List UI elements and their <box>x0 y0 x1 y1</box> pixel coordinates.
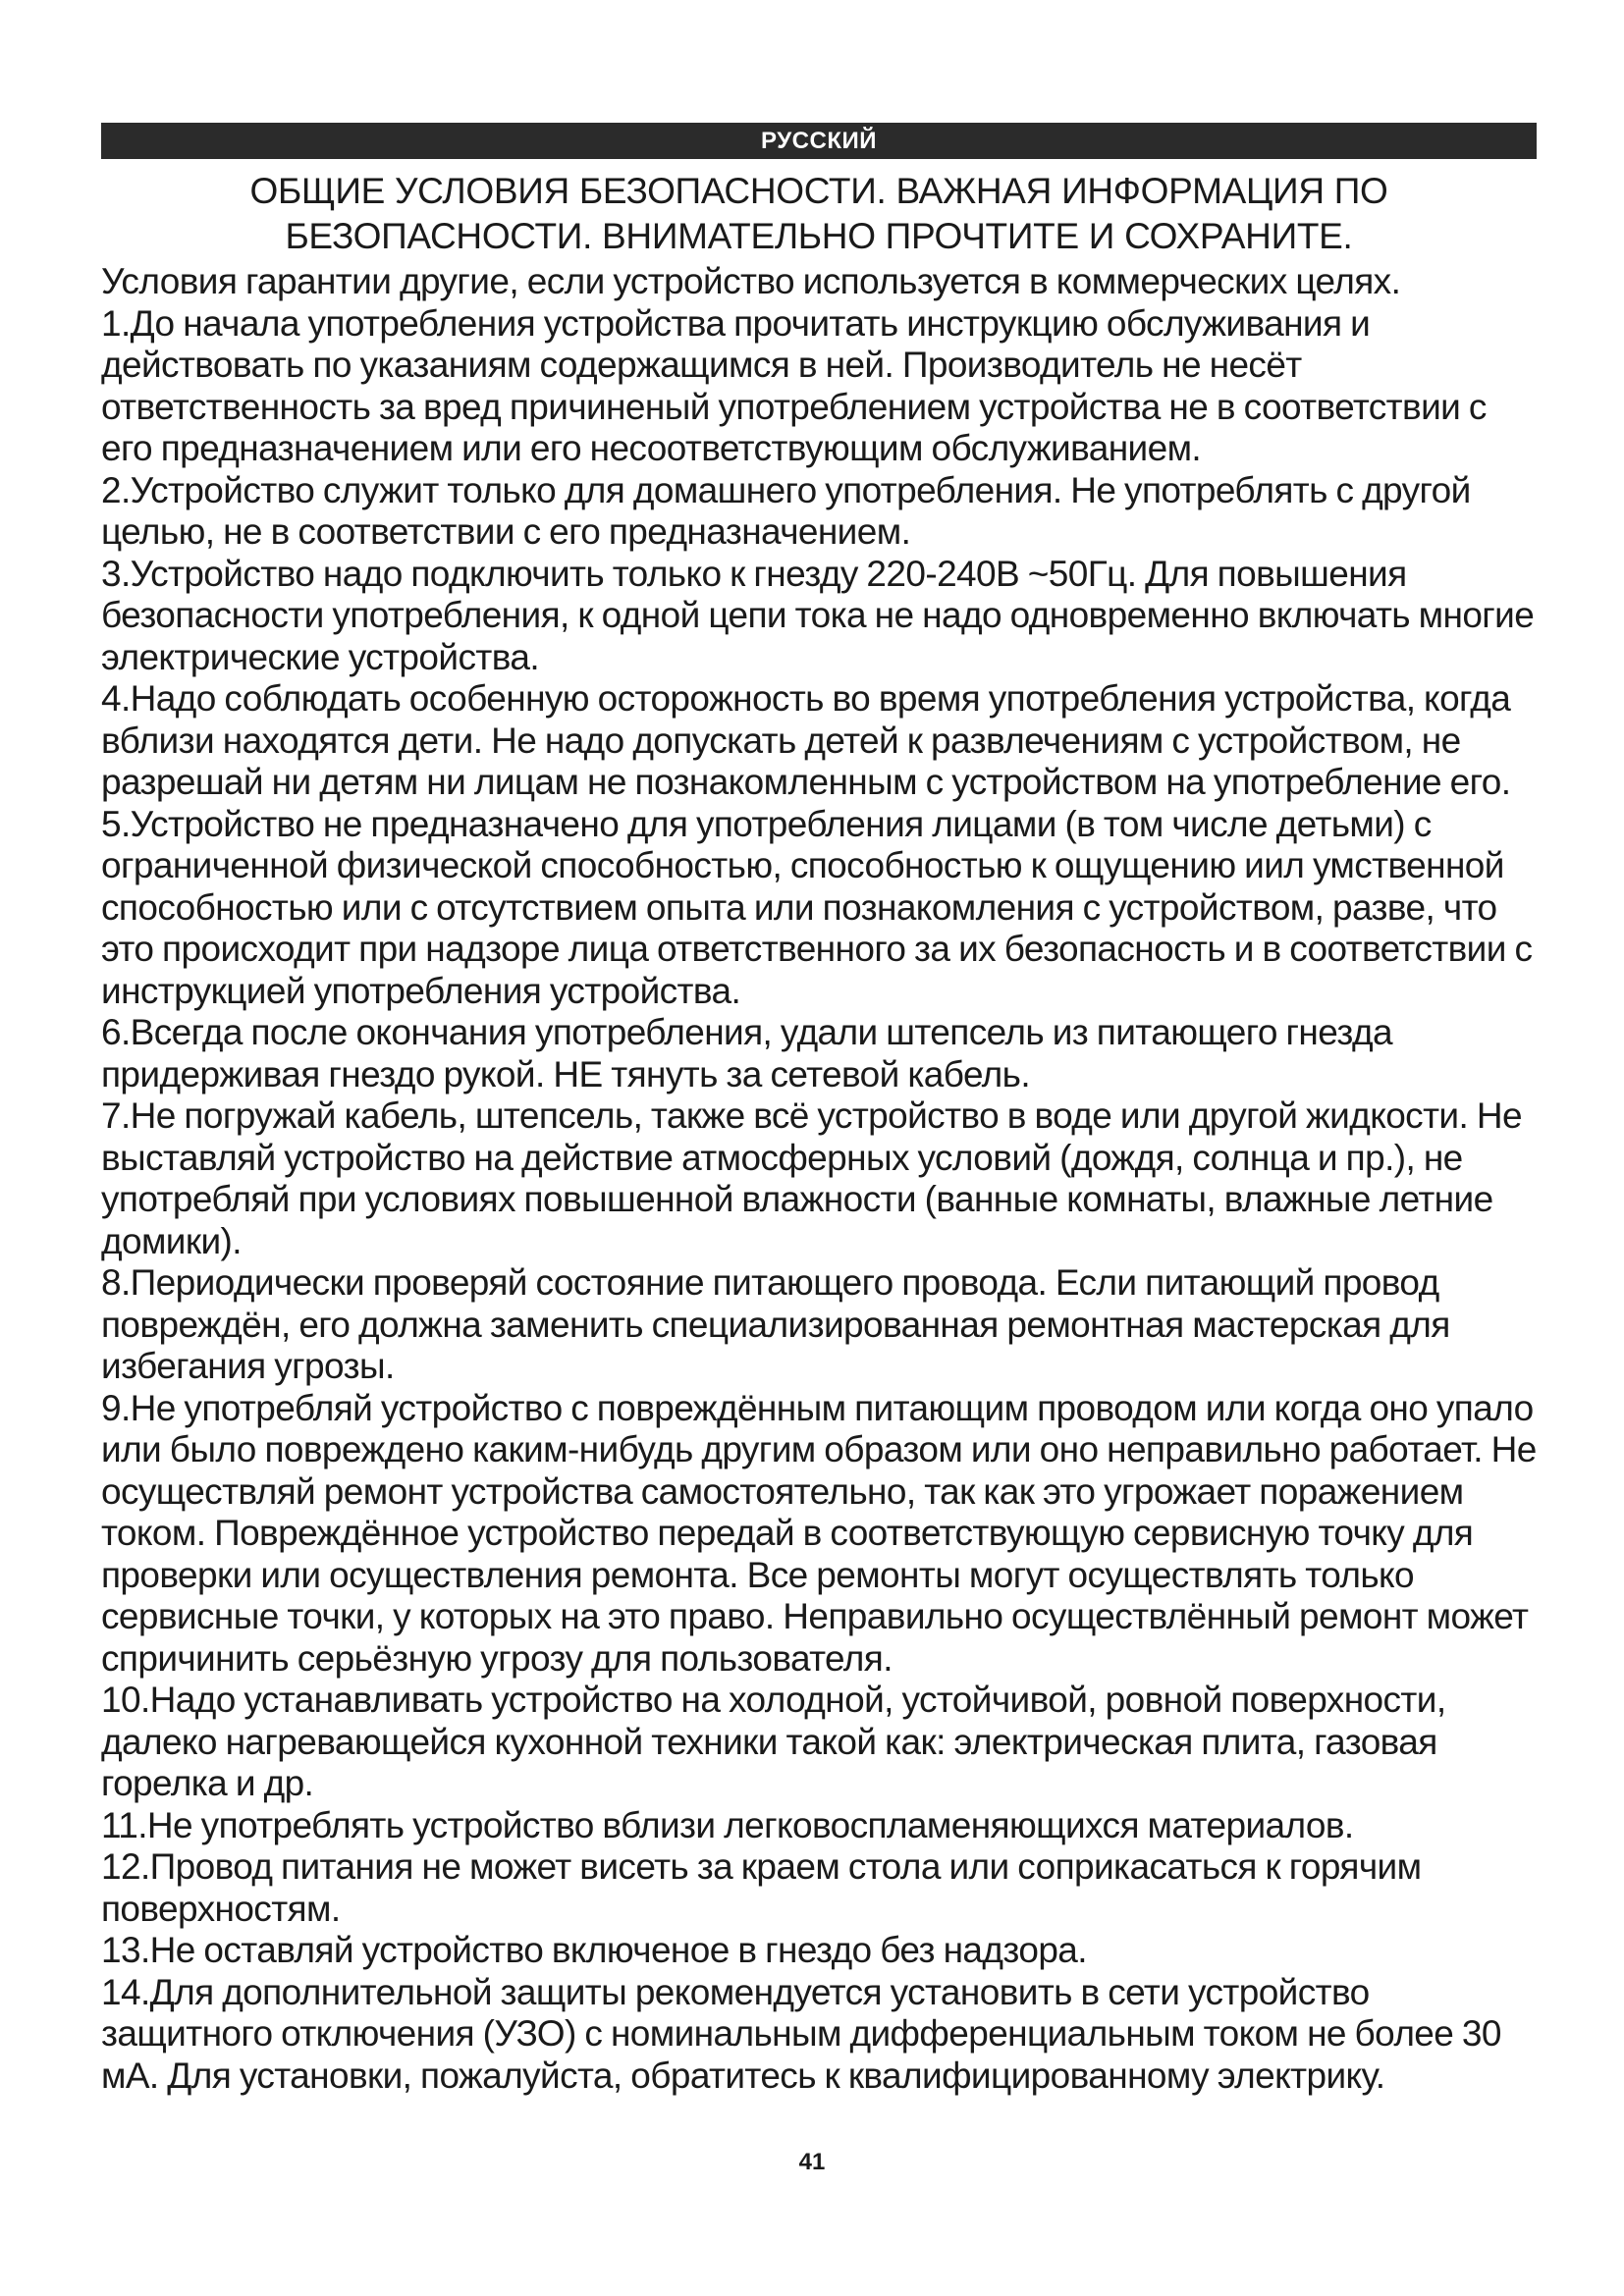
safety-instructions-body <box>101 261 1537 2097</box>
safety-item-4: 4.Надо соблюдать особенную осторожность во время употребления устройства, когда вблизи находятся дети. Не надо допускать детей к развлечениям с устройством, не разрешай ни детям ни лицам не познакомленным с устройством на употребление его. <box>101 678 1511 802</box>
title-line-2: БЕЗОПАСНОСТИ. ВНИМАТЕЛЬНО ПРОЧТИТЕ И СОХРАНИТЕ. <box>285 216 1353 256</box>
safety-item-12: 12.Провод питания не может висеть за краем стола или соприкасаться к горячим поверхностям. <box>101 1846 1422 1929</box>
safety-item-3: 3.Устройство надо подключить только к гнезду 220-240В ~50Гц. Для повышения безопасности употребления, к одной цепи тока не надо одновременно включать многие электрические устройства. <box>101 553 1535 677</box>
warranty-intro: Условия гарантии другие, если устройство используется в коммерческих целях. <box>101 261 1401 301</box>
page-title <box>101 169 1537 259</box>
safety-item-5: 5.Устройство не предназначено для употребления лицами (в том числе детьми) с ограниченной физической способностью, способностью к ощущению иил умственной способностью или с отсутствием опыта или познакомления с устройством, разве, что это происходит при надзоре лица ответственного за их безопасность и в соответствии с инструкцией употребления устройства. <box>101 803 1533 1011</box>
title-line-1: ОБЩИЕ УСЛОВИЯ БЕЗОПАСНОСТИ. ВАЖНАЯ ИНФОРМАЦИЯ ПО <box>249 171 1388 211</box>
safety-item-1: 1.До начала употребления устройства прочитать инструкцию обслуживания и действовать по указаниям содержащимся в ней. Производитель не несёт ответственность за вред причиненый употреблением устройства не в соответствии с его предназначением или его несоответствующим обслуживанием. <box>101 302 1487 468</box>
safety-item-11: 11.Не употреблять устройство вблизи легковоспламеняющихся материалов. <box>101 1804 1354 1845</box>
safety-item-6: 6.Всегда после окончания употребления, удали штепсель из питающего гнезда придерживая гнездо рукой. НЕ тянуть за сетевой кабель. <box>101 1012 1392 1095</box>
safety-item-13: 13.Не оставляй устройство включеное в гнездо без надзора. <box>101 1930 1087 1970</box>
language-header-bar <box>101 123 1537 159</box>
safety-item-8: 8.Периодически проверяй состояние питающего провода. Если питающий провод повреждён, его должна заменить специализированная ремонтная мастерская для избегания угрозы. <box>101 1262 1450 1386</box>
language-label: РУССКИЙ <box>761 128 877 154</box>
safety-item-2: 2.Устройство служит только для домашнего употребления. Не употреблять с другой целью, не в соответствии с его предназначением. <box>101 469 1471 552</box>
safety-item-9: 9.Не употребляй устройство с повреждённым питающим проводом или когда оно упало или было повреждено каким-нибудь другим образом или оно неправильно работает. Не осуществляй ремонт устройства самостоятельно, так как это угрожает поражением током. Повреждённое устройство передай в соответствующую сервисную точку для проверки или осуществления ремонта. Все ремонты могут осуществлять только сервисные точки, у которых на это право. Неправильно осуществлённый ремонт может спричинить серьёзную угрозу для пользователя. <box>101 1387 1537 1679</box>
safety-item-10: 10.Надо устанавливать устройство на холодной, устойчивой, ровной поверхности, далеко нагревающейся кухонной техники такой как: электрическая плита, газовая горелка и др. <box>101 1680 1446 1803</box>
page-number: 41 <box>798 2149 826 2175</box>
safety-item-7: 7.Не погружай кабель, штепсель, также всё устройство в воде или другой жидкости. Не выставляй устройство на действие атмосферных условий (дождя, солнца и пр.), не употребляй при условиях повышенной влажности (ванные комнаты, влажные летние домики). <box>101 1095 1522 1261</box>
safety-item-14: 14.Для дополнительной защиты рекомендуется установить в сети устройство защитного отключения (УЗО) с номинальным дифференциальным током не более 30 мА. Для установки, пожалуйста, обратитесь к квалифицированному электрику. <box>101 1971 1501 2096</box>
